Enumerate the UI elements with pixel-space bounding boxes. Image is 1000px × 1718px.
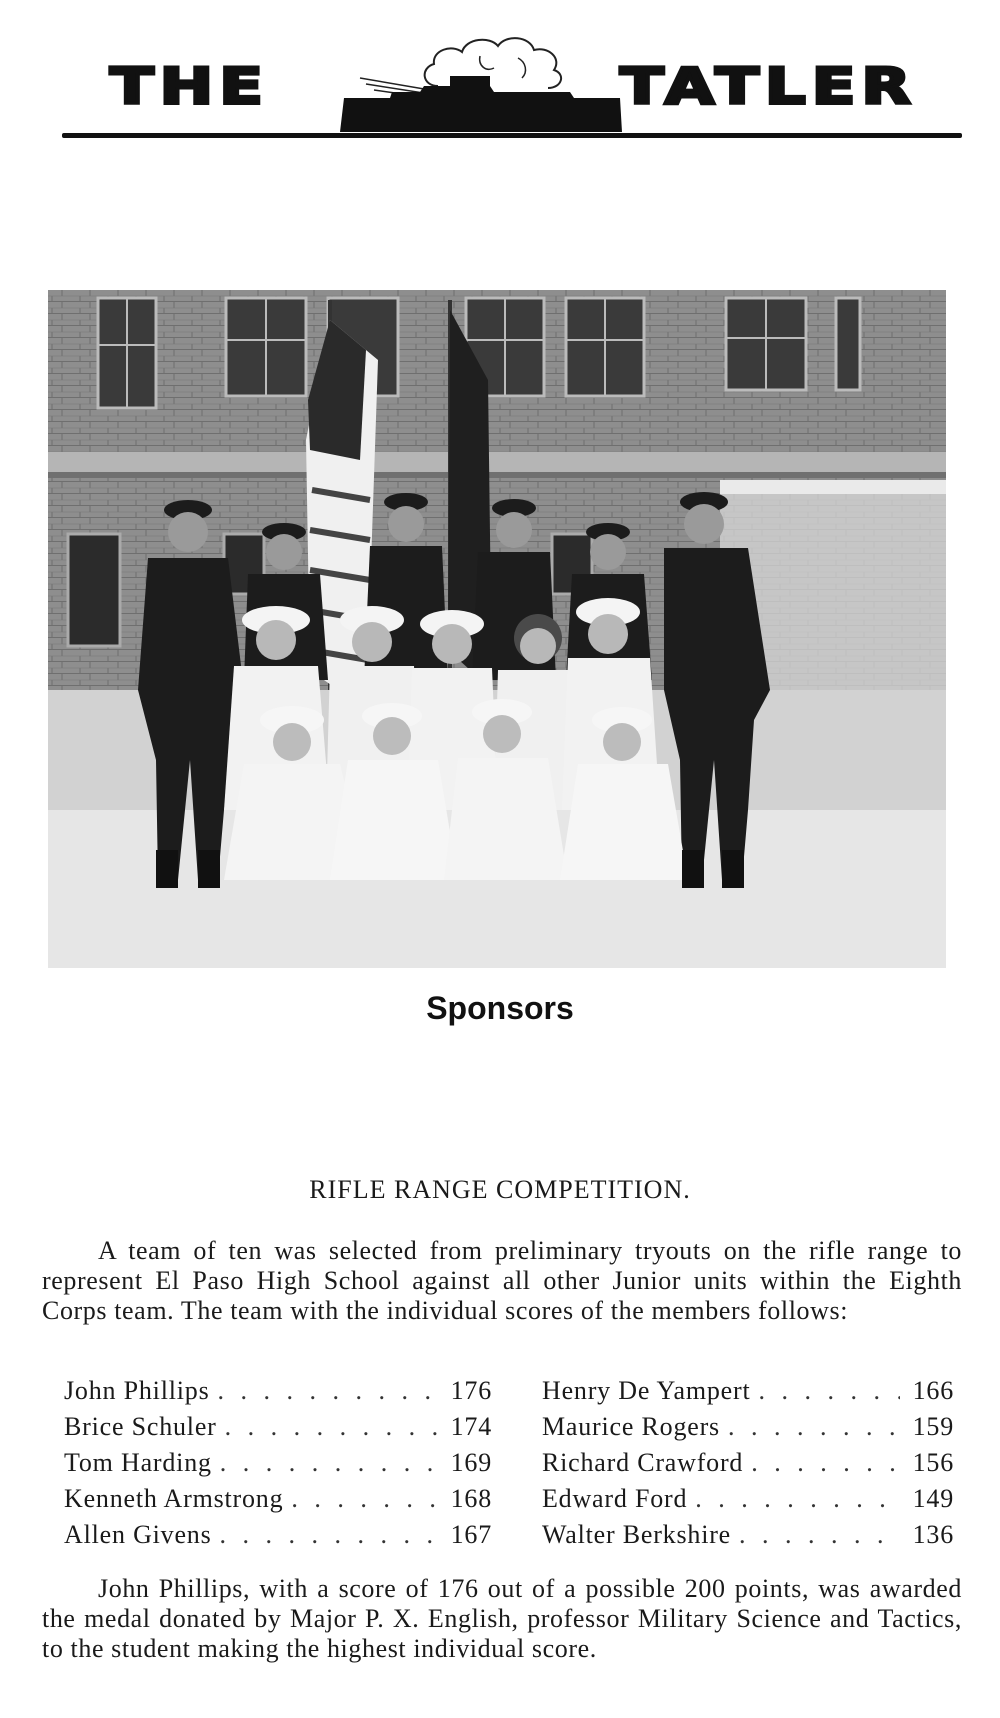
score-name: Edward Ford [542, 1484, 688, 1513]
leader-dots [695, 1484, 900, 1514]
score-entry [64, 1376, 492, 1406]
score-value: 167 [450, 1520, 492, 1549]
leader-dots [739, 1520, 900, 1550]
score-value: 159 [912, 1412, 954, 1441]
score-name: Brice Schuler [64, 1412, 217, 1441]
leader-dots [220, 1520, 438, 1550]
score-entry [542, 1448, 954, 1478]
masthead-left-word: THE [110, 58, 269, 116]
score-value: 169 [450, 1448, 492, 1477]
score-entry [64, 1412, 492, 1442]
score-name: Allen Givens [64, 1520, 212, 1549]
score-value: 168 [450, 1484, 492, 1513]
leader-dots [225, 1412, 438, 1442]
score-name: Kenneth Armstrong [64, 1484, 284, 1513]
group-photo-image [48, 290, 946, 968]
score-value: 149 [912, 1484, 954, 1513]
score-row [64, 1517, 964, 1553]
masthead-right-word: TATLER [620, 58, 917, 116]
score-row [64, 1373, 964, 1409]
leader-dots [759, 1376, 901, 1406]
score-name: Maurice Rogers [542, 1412, 720, 1441]
score-entry [64, 1520, 492, 1550]
score-entry [542, 1376, 954, 1406]
masthead-rule [62, 133, 962, 138]
fort-cloud-logo [330, 28, 630, 140]
score-value: 156 [912, 1448, 954, 1477]
score-name: Henry De Yampert [542, 1376, 751, 1405]
leader-dots [751, 1448, 900, 1478]
score-value: 136 [912, 1520, 954, 1549]
score-entry [64, 1448, 492, 1478]
leader-dots [728, 1412, 900, 1442]
score-row [64, 1445, 964, 1481]
score-row [64, 1409, 964, 1445]
masthead [62, 28, 962, 146]
score-name: Richard Crawford [542, 1448, 744, 1477]
score-value: 176 [450, 1376, 492, 1405]
score-entry [542, 1484, 954, 1514]
score-entry [64, 1484, 492, 1514]
score-name: Walter Berkshire [542, 1520, 732, 1549]
score-entry [542, 1520, 954, 1550]
leader-dots [218, 1376, 439, 1406]
photo-caption: Sponsors [426, 990, 574, 1026]
score-name: Tom Harding [64, 1448, 212, 1477]
group-photo [48, 290, 946, 968]
leader-dots [220, 1448, 438, 1478]
score-value: 174 [450, 1412, 492, 1441]
article-intro: A team of ten was selected from preliminary tryouts on the rifle range to represent El Paso High School against all other Junior units within the Eighth Corps team. The team with the individual scores of the members follows: [42, 1236, 962, 1325]
article-title: RIFLE RANGE COMPETITION. [309, 1175, 691, 1204]
score-value: 166 [912, 1376, 954, 1405]
score-name: John Phillips [64, 1376, 210, 1405]
score-entry [542, 1412, 954, 1442]
score-table [64, 1373, 964, 1553]
leader-dots [291, 1484, 438, 1514]
score-row [64, 1481, 964, 1517]
article-closing: John Phillips, with a score of 176 out of a possible 200 points, was awarded the medal donated by Major P. X. English, professor Military Science and Tactics, to the student making the highest individual score. [42, 1574, 962, 1663]
